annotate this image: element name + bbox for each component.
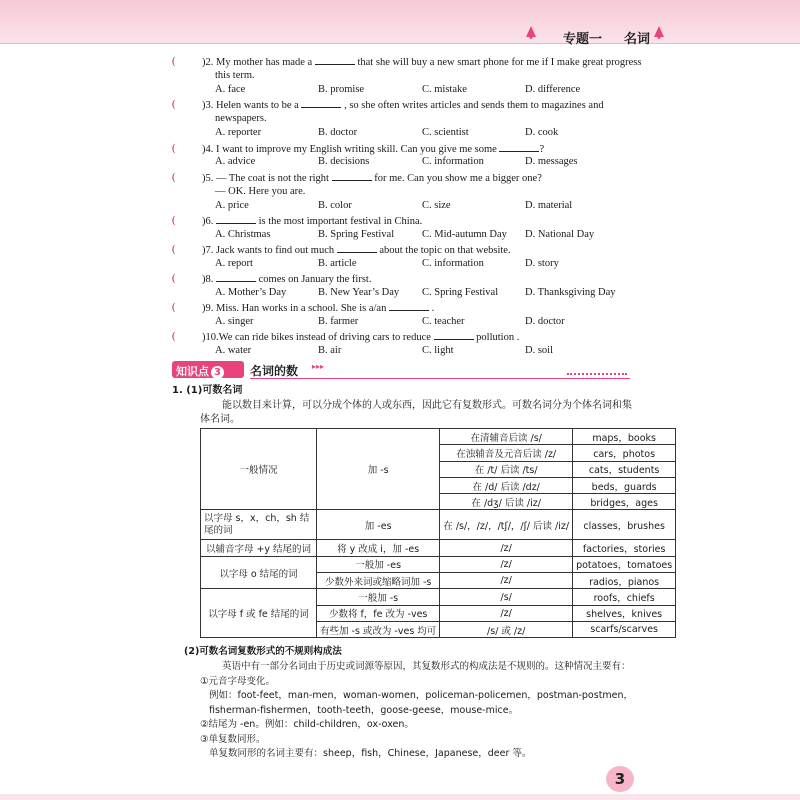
header-title bbox=[563, 28, 650, 47]
question-2-line2: this term. bbox=[215, 70, 255, 81]
header-band bbox=[0, 0, 800, 44]
section2-p2: ②结尾为 -en。例如：child-children，ox-oxen。 bbox=[200, 719, 414, 730]
dotted-divider bbox=[567, 373, 627, 375]
question-5-options: A. price B. color C. size D. material bbox=[215, 200, 573, 211]
question-7-options: A. report B. article C. information D. story bbox=[215, 258, 559, 269]
section2-p3-example: 单复数同形的名词主要有：sheep，fish，Chinese，Japanese，deer 等。 bbox=[209, 748, 532, 759]
question-2-options: A. face B. promise C. mistake D. difference bbox=[215, 84, 581, 95]
arrow-icon: ▸▸▸ bbox=[312, 362, 325, 371]
table-row: 以字母 f 或 fe 结尾的词 一般加 -s /s/ roofs，chiefs bbox=[201, 589, 676, 605]
section2-intro: 英语中有一部分名词由于历史或词源等原因，其复数形式的构成法是不规则的。这种情况主要有： bbox=[222, 661, 631, 672]
table-row: 以辅音字母 +y 结尾的词 将 y 改成 i，加 -es /z/ factories，stories bbox=[201, 540, 676, 556]
section2-p1-example2: fisherman-fishermen，tooth-teeth，goose-geese，mouse-mice。 bbox=[209, 705, 519, 716]
table-row: 有些加 -s 或改为 -ves 均可 /s/ 或 /z/ scarfs/scarves bbox=[201, 621, 676, 637]
noun-plural-table bbox=[200, 428, 676, 638]
question-5-line2: — OK. Here you are. bbox=[215, 186, 306, 197]
table-row: 在 /t/ 后读 /ts/ cats，students bbox=[201, 461, 676, 477]
question-3-line2: newspapers. bbox=[215, 113, 267, 124]
question-3-options: A. reporter B. doctor C. scientist D. cook bbox=[215, 127, 559, 138]
bell-icon bbox=[524, 25, 538, 39]
section2-heading: (2)可数名词复数形式的不规则构成法 bbox=[184, 646, 342, 657]
knowledge-point-tag: 知识点 3 bbox=[172, 361, 244, 378]
question-6-options: A. Christmas B. Spring Festival C. Mid-autumn Day D. National Day bbox=[215, 229, 595, 240]
table-row: 少数外来词或缩略词加 -s /z/ radios，pianos bbox=[201, 573, 676, 589]
section2-p3: ③单复数同形。 bbox=[200, 734, 266, 745]
question-4-options: A. advice B. decisions C. information D. messages bbox=[215, 156, 578, 167]
knowledge-point-bar bbox=[172, 361, 627, 379]
question-9-options: A. singer B. farmer C. teacher D. doctor bbox=[215, 316, 565, 327]
section1-line1: 能以数目来计算，可以分成个体的人或东西，因此它有复数形式。可数名词分为个体名词和集 bbox=[222, 400, 632, 411]
question-8-options: A. Mother’s Day B. New Year’s Day C. Spring Festival D. Thanksgiving Day bbox=[215, 287, 616, 298]
page-number: 3 bbox=[606, 766, 634, 792]
knowledge-point-number: 3 bbox=[211, 366, 224, 379]
section1-line2: 体名词。 bbox=[200, 414, 240, 425]
question-10-options: A. water B. air C. light D. soil bbox=[215, 345, 554, 356]
table-row: 少数将 f，fe 改为 -ves /z/ shelves，knives bbox=[201, 605, 676, 621]
table-row: 在浊辅音及元音后读 /z/ cars，photos bbox=[201, 445, 676, 461]
divider bbox=[250, 378, 630, 379]
section2-p1: ①元音字母变化。 bbox=[200, 676, 276, 687]
footer-band bbox=[0, 794, 800, 800]
bell-icon bbox=[652, 25, 666, 39]
knowledge-point-title: 名词的数 bbox=[250, 364, 299, 378]
table-row: 在 /dʒ/ 后读 /iz/ bridges，ages bbox=[201, 494, 676, 510]
header-subject: 名词 bbox=[623, 32, 650, 47]
table-row: 以字母 o 结尾的词 一般加 -es /z/ potatoes，tomatoes bbox=[201, 556, 676, 572]
table-row: 一般情况 加 -s 在清辅音后读 /s/ maps，books bbox=[201, 429, 676, 445]
header-topic: 专题一 bbox=[562, 32, 602, 47]
table-row: 在 /d/ 后读 /dz/ beds，guards bbox=[201, 477, 676, 493]
section1-heading: 1. (1)可数名词 bbox=[172, 385, 243, 396]
table-row: 以字母 s，x，ch，sh 结尾的词 加 -es 在 /s/，/z/，/tʃ/，/ʃ/ 后读 /iz/ classes，brushes bbox=[201, 510, 676, 540]
section2-p1-example1: 例如：foot-feet，man-men，woman-women，policeman-policemen，postman-postmen， bbox=[209, 690, 634, 701]
